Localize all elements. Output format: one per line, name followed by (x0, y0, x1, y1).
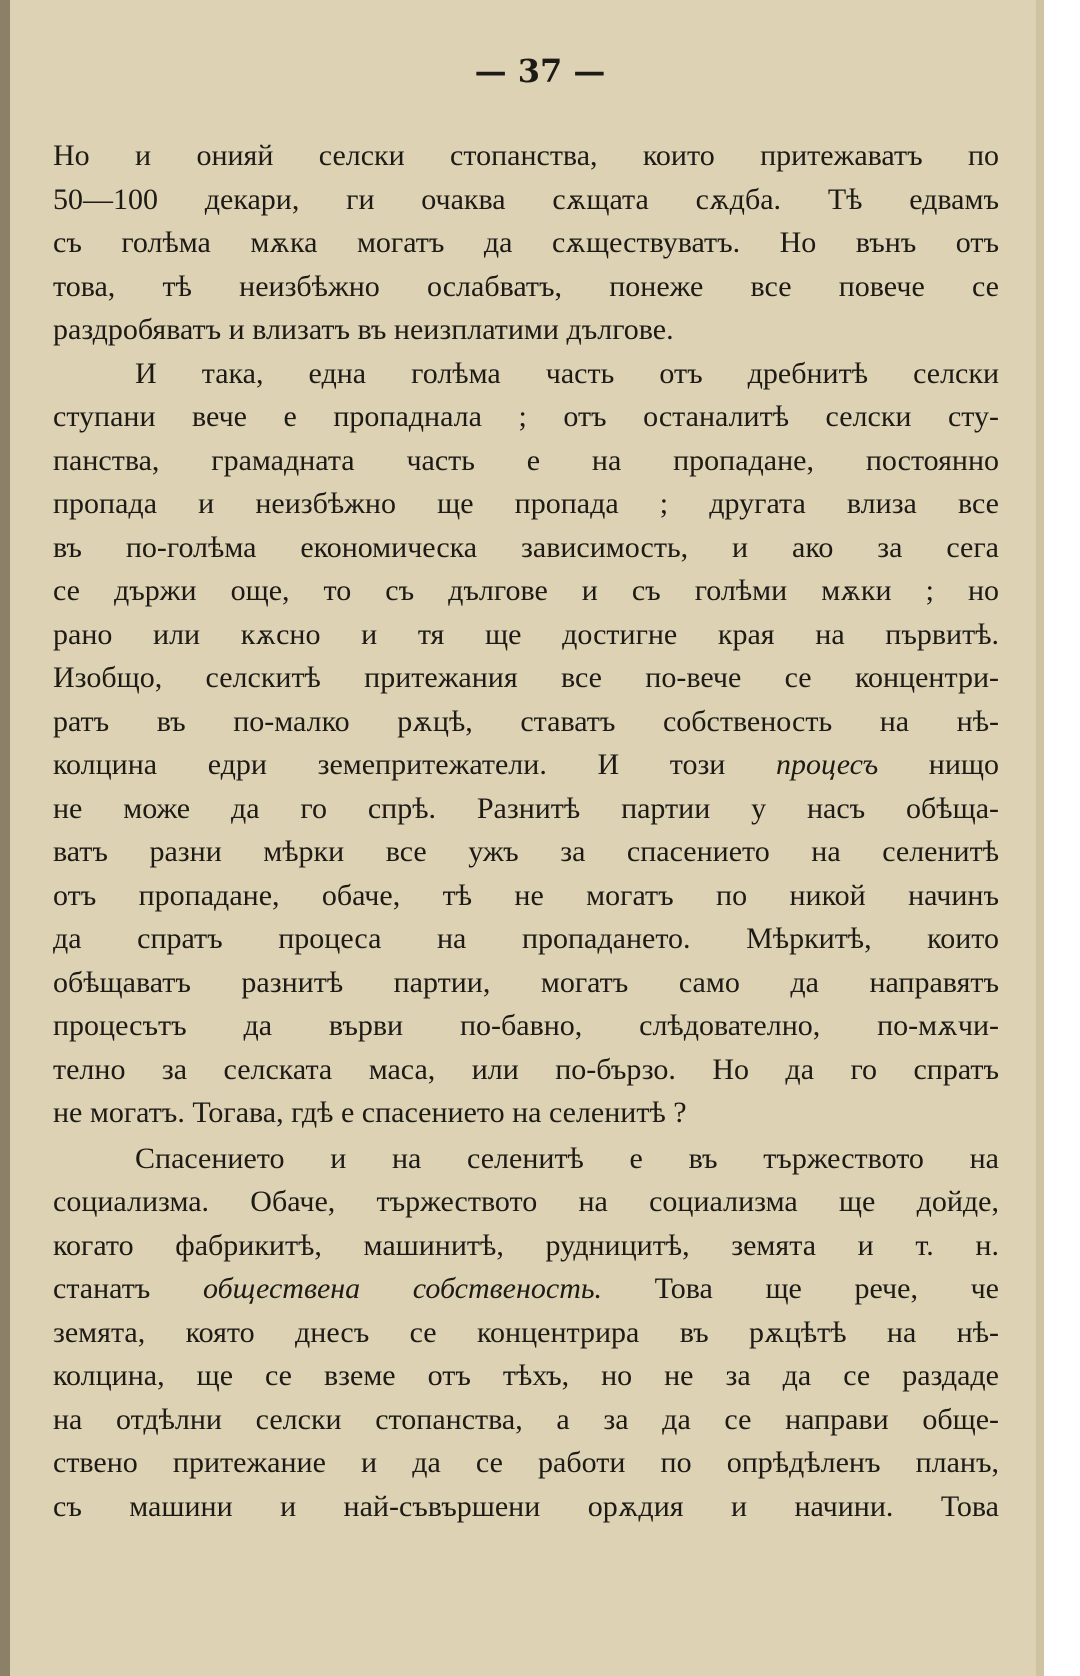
text-run: Това ще рече, че (602, 1272, 1000, 1305)
text-line: когато фабрикитѣ, машинитѣ, рудницитѣ, земята и т. н. (53, 1228, 999, 1262)
text-line: колцина, ще се вземе отъ тѣхъ, но не за да се раздаде (53, 1359, 999, 1392)
text-run: нищо (878, 748, 999, 781)
italic-term: процесъ (775, 748, 879, 781)
text-line: Изобщо, селскитѣ притежания все по-вече се концентри- (53, 661, 999, 694)
text-line: да спратъ процеса на пропадането. Мѣркитѣ, които (53, 922, 999, 955)
scan-margin (1044, 0, 1080, 1676)
text-line (53, 1267, 999, 1311)
text-line: въ по-голѣма економическа зависимость, и ако за сега (53, 530, 999, 564)
text-line (53, 743, 999, 787)
text-line: раздробяватъ и влизатъ въ неизплатими дългове. (53, 313, 674, 346)
text-line: отъ пропадане, обаче, тѣ не могатъ по никой начинъ (53, 878, 999, 912)
text-line: съ машини и най-съвършени орѫдия и начини. Това (53, 1489, 999, 1523)
text-run: колцина едри земепритежатели. И този (53, 748, 726, 781)
text-line: ратъ въ по-малко рѫцѣ, ставатъ собственость на нѣ- (53, 704, 999, 738)
text-line: се държи още, то съ дългове и съ голѣми мѫки ; но (53, 574, 999, 607)
text-line: Спасението и на селенитѣ е въ тържеството на (135, 1141, 999, 1175)
text-line: това, тѣ неизбѣжно ослабватъ, понеже все повече се (53, 269, 999, 303)
italic-term: обществена собственость. (202, 1272, 603, 1305)
text-line: ступани вече е пропаднала ; отъ останалитѣ селски сту- (53, 400, 999, 433)
text-line: 50—100 декари, ги очаква сѫщата сѫдба. Тѣ едвамъ (53, 182, 999, 216)
text-line: телно за селската маса, или по-бързо. Но да го спратъ (53, 1052, 999, 1086)
body-text (53, 134, 999, 1528)
page-number: — 37 — (474, 52, 606, 90)
text-line: земята, която днесъ се концентрира въ рѫцѣтѣ на нѣ- (53, 1315, 999, 1349)
text-line: ватъ разни мѣрки все ужъ за спасението на селенитѣ (53, 835, 999, 868)
paper-edge (1036, 0, 1044, 1676)
text-run: станатъ (53, 1272, 151, 1305)
text-line: обѣщаватъ разнитѣ партии, могатъ само да направятъ (53, 965, 999, 999)
text-line: съ голѣма мѫка могатъ да сѫществуватъ. Но вънъ отъ (53, 226, 999, 259)
text-line: пропада и неизбѣжно ще пропада ; другата влиза все (53, 487, 999, 520)
text-line: на отдѣлни селски стопанства, а за да се направи обще- (53, 1402, 999, 1436)
text-line: панства, грамадната часть е на пропадане, постоянно (53, 443, 999, 477)
text-line: И така, една голѣма часть отъ дребнитѣ селски (135, 356, 999, 390)
text-line: социализма. Обаче, тържеството на социализма ще дойде, (53, 1185, 999, 1218)
text-line: рано или кѫсно и тя ще достигне края на първитѣ. (53, 617, 999, 651)
text-line: процесътъ да върви по-бавно, слѣдователно, по-мѫчи- (53, 1009, 999, 1042)
text-line: Но и онияй селски стопанства, които притежаватъ по (53, 139, 999, 172)
text-line: не могатъ. Тогава, гдѣ е спасението на селенитѣ ? (53, 1096, 687, 1129)
text-line: ствено притежание и да се работи по опрѣдѣленъ планъ, (53, 1446, 999, 1479)
book-spine (0, 0, 10, 1676)
text-line: не може да го спрѣ. Разнитѣ партии у насъ обѣща- (53, 791, 999, 825)
